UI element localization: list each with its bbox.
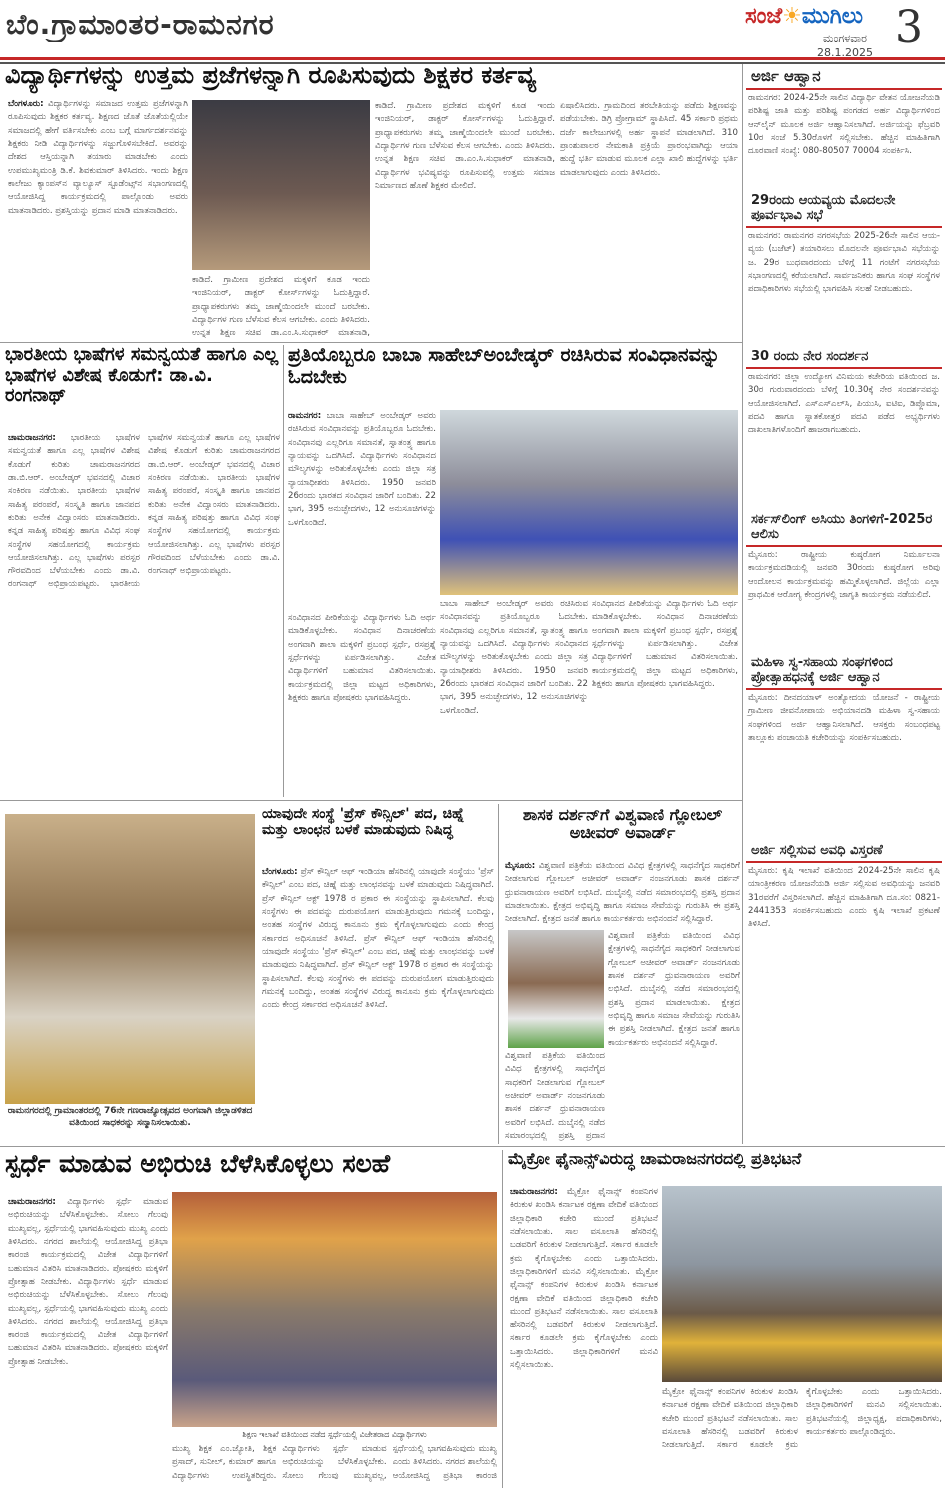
section-title: ಬೆಂ.ಗ್ರಾಮಾಂತರ-ರಾಮನಗರ xyxy=(6,8,275,41)
award-photo xyxy=(5,814,255,1104)
sidebar-heading-3: 30 ರಂದು ನೇರ ಸಂದರ್ಶನ xyxy=(746,346,942,369)
story3-text-col2: ಬಾಬಾ ಸಾಹೇಬ್ ಅಂಬೇಡ್ಕರ್ ಅವರು ರಚಿಸಿರುವ ಸಂವಿಧಾನವನ್ನು ಪ್ರತಿಯೊಬ್ಬರೂ ಓದಬೇಕು. ಸಂವಿಧಾನವು ಎಲ್ಲರಿಗೂ ಸಮಾನತೆ, ಸ್ವಾತಂತ್ರ್ಯ ಹಾಗೂ ನ್ಯಾಯವನ್ನು ಒದಗಿಸಿದೆ. ವಿದ್ಯಾರ್ಥಿಗಳು ಸಂವಿಧಾನದ ಮೌಲ್ಯಗಳನ್ನು ಅರಿತುಕೊಳ್ಳಬೇಕು ಎಂದು ಜಿಲ್ಲಾ ಸತ್ರ ನ್ಯಾಯಾಧೀಶರು ತಿಳಿಸಿದರು. 1950 ಜನವರಿ 26ರಂದು ಭಾರತದ ಸಂವಿಧಾನ ಜಾರಿಗೆ ಬಂದಿತು. 22 ಭಾಗ, 395 ಅನುಚ್ಛೇದಗಳು, 12 ಅನುಸೂಚಿಗಳನ್ನು ಒಳಗೊಂಡಿದೆ. xyxy=(440,599,588,716)
logo: ಸಂಜೆ☀ಮುಗಿಲು xyxy=(745,4,864,29)
award-photo-caption: ರಾಮನಗರದಲ್ಲಿ ಗ್ರಾಮಾಂತರದಲ್ಲಿ 76ನೇ ಗಣರಾಜ್ಯೋತ್ಸವದ ಅಂಗವಾಗಿ ಜಿಲ್ಲಾಡಳಿತದ ವತಿಯಿಂದ ಸಾಧಕರನ್ನು ಸನ್ಮಾನಿಸಲಾಯಿತು. xyxy=(7,1106,253,1128)
story5-text-bottom: ವಿಶ್ವವಾಣಿ ಪತ್ರಿಕೆಯ ವತಿಯಿಂದ ವಿವಿಧ ಕ್ಷೇತ್ರಗಳಲ್ಲಿ ಸಾಧನೆಗೈದ ಸಾಧಕರಿಗೆ ನೀಡಲಾಗುವ ಗ್ಲೋಬಲ್ ಅಚೀವರ್ ಅವಾರ್ಡ್ ನಂಜನಗೂಡು ಶಾಸಕ ದರ್ಶನ್ ಧ್ರುವನಾರಾಯಣ ಅವರಿಗೆ ಲಭಿಸಿದೆ. ದುಬೈನಲ್ಲಿ ನಡೆದ ಸಮಾರಂಭದಲ್ಲಿ ಪ್ರಶಸ್ತಿ ಪ್ರದಾನ xyxy=(505,1051,605,1141)
story4-text: ಬೆಂಗಳೂರು: ಪ್ರೆಸ್ ಕೌನ್ಸಿಲ್ ಆಫ್ ಇಂಡಿಯಾ ಹೆಸರಿನಲ್ಲಿ ಯಾವುದೇ ಸಂಸ್ಥೆಯು 'ಪ್ರೆಸ್ ಕೌನ್ಸಿಲ್' ಎಂಬ ಪದ, ಚಿಹ್ನೆ ಮತ್ತು ಲಾಂಛನವನ್ನು ಬಳಕೆ ಮಾಡುವುದು ನಿಷಿದ್ಧವಾಗಿದೆ. ಪ್ರೆಸ್ ಕೌನ್ಸಿಲ್ ಆಕ್ಟ್ 1978 ರ ಪ್ರಕಾರ ಈ ಸಂಸ್ಥೆಯನ್ನು ಸ್ಥಾಪಿಸಲಾಗಿದೆ. ಕೆಲವು ಸಂಸ್ಥೆಗಳು ಈ ಪದವನ್ನು ದುರುಪಯೋಗ ಮಾಡುತ್ತಿರುವುದು ಗಮನಕ್ಕೆ ಬಂದಿದ್ದು, ಅಂತಹ ಸಂಸ್ಥೆಗಳ ವಿರುದ್ಧ ಕಾನೂನು ಕ್ರಮ ಕೈಗೊಳ್ಳಲಾಗುವುದು ಎಂದು ಕೇಂದ್ರ ಸರ್ಕಾರದ ಅಧಿಸೂಚನೆ ತಿಳಿಸಿದೆ. ಪ್ರೆಸ್ ಕೌನ್ಸಿಲ್ ಆಫ್ ಇಂಡಿಯಾ ಹೆಸರಿನಲ್ಲಿ ಯಾವುದೇ ಸಂಸ್ಥೆಯು 'ಪ್ರೆಸ್ ಕೌನ್ಸಿಲ್' ಎಂಬ ಪದ, ಚಿಹ್ನೆ ಮತ್ತು ಲಾಂಛನವನ್ನು ಬಳಕೆ ಮಾಡುವುದು ನಿಷಿದ್ಧವಾಗಿದೆ. ಪ್ರೆಸ್ ಕೌನ್ಸಿಲ್ ಆಕ್ಟ್ 1978 ರ ಪ್ರಕಾರ ಈ ಸಂಸ್ಥೆಯನ್ನು ಸ್ಥಾಪಿಸಲಾಗಿದೆ. ಕೆಲವು ಸಂಸ್ಥೆಗಳು ಈ ಪದವನ್ನು ದುರುಪಯೋಗ ಮಾಡುತ್ತಿರುವುದು ಗಮನಕ್ಕೆ ಬಂದಿದ್ದು, ಅಂತಹ ಸಂಸ್ಥೆಗಳ ವಿರುದ್ಧ ಕಾನೂನು ಕ್ರಮ ಕೈಗೊಳ್ಳಲಾಗುವುದು ಎಂದು ಕೇಂದ್ರ ಸರ್ಕಾರದ ಅಧಿಸೂಚನೆ ತಿಳಿಸಿದೆ. xyxy=(262,867,494,1011)
story2-headline: ಭಾರತೀಯ ಭಾಷೆಗಳ ಸಮನ್ವಯತೆ ಹಾಗೂ ಎಲ್ಲ ಭಾಷೆಗಳ ವಿಶೇಷ ಕೊಡುಗೆ: ಡಾ.ವಿ. ರಂಗನಾಥ್ xyxy=(5,345,279,407)
story6-photo xyxy=(172,1192,497,1427)
mla-portrait xyxy=(508,930,604,1048)
masthead xyxy=(0,0,945,60)
story6-text-col2: ಮುಖ್ಯ ಶಿಕ್ಷಕ ಎಂ.ಜ್ಯೋತಿ, ಶಿಕ್ಷಕ ಪ್ರಸಾದ್, ಸುನೀಲ್, ಕುಮಾರ್ ಹಾಗೂ ವಿದ್ಯಾರ್ಥಿಗಳು ಉಪಸ್ಥಿತರಿದ್ದರು. ವಿದ್ಯಾರ್ಥಿಗಳು ಸ್ಪರ್ಧೆ ಮಾಡುವ ಅಭಿರುಚಿಯನ್ನು ಬೆಳೆಸಿಕೊಳ್ಳಬೇಕು. ಸೋಲು ಗೆಲುವು ಮುಖ್ಯವಲ್ಲ, ಸ್ಪರ್ಧೆಯಲ್ಲಿ ಭಾಗವಹಿಸುವುದು ಮುಖ್ಯ ಎಂದು ತಿಳಿಸಿದರು. ನಗರದ ಶಾಲೆಯಲ್ಲಿ ಆಯೋಜಿಸಿದ್ದ ಪ್ರತಿಭಾ ಕಾರಂಜಿ xyxy=(172,1444,497,1481)
story6-text-col1: ಚಾಮರಾಜನಗರ: ವಿದ್ಯಾರ್ಥಿಗಳು ಸ್ಪರ್ಧೆ ಮಾಡುವ ಅಭಿರುಚಿಯನ್ನು ಬೆಳೆಸಿಕೊಳ್ಳಬೇಕು. ಸೋಲು ಗೆಲುವು ಮುಖ್ಯವಲ್ಲ, ಸ್ಪರ್ಧೆಯಲ್ಲಿ ಭಾಗವಹಿಸುವುದು ಮುಖ್ಯ ಎಂದು ತಿಳಿಸಿದರು. ನಗರದ ಶಾಲೆಯಲ್ಲಿ ಆಯೋಜಿಸಿದ್ದ ಪ್ರತಿಭಾ ಕಾರಂಜಿ ಕಾರ್ಯಕ್ರಮದಲ್ಲಿ ವಿಜೇತ ವಿದ್ಯಾರ್ಥಿಗಳಿಗೆ ಬಹುಮಾನ ವಿತರಿಸಿ ಮಾತನಾಡಿದರು. ಪೋಷಕರು ಮಕ್ಕಳಿಗೆ ಪ್ರೋತ್ಸಾಹ ನೀಡಬೇಕು. ವಿದ್ಯಾರ್ಥಿಗಳು ಸ್ಪರ್ಧೆ ಮಾಡುವ ಅಭಿರುಚಿಯನ್ನು ಬೆಳೆಸಿಕೊಳ್ಳಬೇಕು. ಸೋಲು ಗೆಲುವು ಮುಖ್ಯವಲ್ಲ, ಸ್ಪರ್ಧೆಯಲ್ಲಿ ಭಾಗವಹಿಸುವುದು ಮುಖ್ಯ ಎಂದು ತಿಳಿಸಿದರು. ನಗರದ ಶಾಲೆಯಲ್ಲಿ ಆಯೋಜಿಸಿದ್ದ ಪ್ರತಿಭಾ ಕಾರಂಜಿ ಕಾರ್ಯಕ್ರಮದಲ್ಲಿ ವಿಜೇತ ವಿದ್ಯಾರ್ಥಿಗಳಿಗೆ ಬಹುಮಾನ ವಿತರಿಸಿ ಮಾತನಾಡಿದರು. ಪೋಷಕರು ಮಕ್ಕಳಿಗೆ ಪ್ರೋತ್ಸಾಹ ನೀಡಬೇಕು. xyxy=(8,1197,168,1367)
lead-text-col3: ಕಾಡಿದೆ. ಗ್ರಾಮೀಣ ಪ್ರದೇಶದ ಮಕ್ಕಳಿಗೆ ಕೂಡ ಇಂದು ಇಂಜಿನಿಯರ್, ಡಾಕ್ಟರ್ ಕೋರ್ಸ್‌ಗಳನ್ನು ಓದುತ್ತಿದ್ದಾರೆ. ಪ್ರಾಧ್ಯಾಪಕರುಗಳು ತಮ್ಮ ಜಾಣ್ಮೆಯಿಂದಲೇ ಮುಂದೆ ಬರಬೇಕು. ವಿದ್ಯಾರ್ಥಿಗಳ ಗುಣ ಬೆಳೆಸುವ ಕೆಲಸ ಆಗಬೇಕು. ಎಂದು ತಿಳಿಸಿದರು. ಉನ್ನತ ಶಿಕ್ಷಣ ಸಚಿವ ಡಾ.ಎಂ.ಸಿ.ಸುಧಾಕರ್ ಮಾತನಾಡಿ, ವಿದ್ಯಾರ್ಥಿಗಳ ಭವಿಷ್ಯವನ್ನು ರೂಪಿಸುವಲ್ಲಿ ಉತ್ತಮ ಸಮಾಜ ನಿರ್ಮಾಣದ ಹೊಣೆ ಶಿಕ್ಷಕರ ಮೇಲಿದೆ. xyxy=(375,101,555,191)
story6-headline: ಸ್ಪರ್ಧೆ ಮಾಡುವ ಅಭಿರುಚಿ ಬೆಳೆಸಿಕೊಳ್ಳಲು ಸಲಹೆ xyxy=(5,1150,391,1178)
protest-photo xyxy=(662,1186,942,1382)
story6-photo-caption: ಶಿಕ್ಷಣ ಇಲಾಖೆ ವತಿಯಿಂದ ನಡೆದ ಸ್ಪರ್ಧೆಯಲ್ಲಿ ವಿಜೇತರಾದ ವಿದ್ಯಾರ್ಥಿಗಳು xyxy=(242,1430,427,1439)
story3-text-col1: ರಾಮನಗರ: ಬಾಬಾ ಸಾಹೇಬ್ ಅಂಬೇಡ್ಕರ್ ಅವರು ರಚಿಸಿರುವ ಸಂವಿಧಾನವನ್ನು ಪ್ರತಿಯೊಬ್ಬರೂ ಓದಬೇಕು. ಸಂವಿಧಾನವು ಎಲ್ಲರಿಗೂ ಸಮಾನತೆ, ಸ್ವಾತಂತ್ರ್ಯ ಹಾಗೂ ನ್ಯಾಯವನ್ನು ಒದಗಿಸಿದೆ. ವಿದ್ಯಾರ್ಥಿಗಳು ಸಂವಿಧಾನದ ಮೌಲ್ಯಗಳನ್ನು ಅರಿತುಕೊಳ್ಳಬೇಕು ಎಂದು ಜಿಲ್ಲಾ ಸತ್ರ ನ್ಯಾಯಾಧೀಶರು ತಿಳಿಸಿದರು. 1950 ಜನವರಿ 26ರಂದು ಭಾರತದ ಸಂವಿಧಾನ ಜಾರಿಗೆ ಬಂದಿತು. 22 ಭಾಗ, 395 ಅನುಚ್ಛೇದಗಳು, 12 ಅನುಸೂಚಿಗಳನ್ನು ಒಳಗೊಂಡಿದೆ. xyxy=(288,411,436,528)
sidebar xyxy=(746,64,942,1144)
sidebar-heading-5: ಮಹಿಳಾ ಸ್ವ-ಸಹಾಯ ಸಂಘಗಳಿಂದ ಪ್ರೋತ್ಸಾಹಧನಕ್ಕೆ ಅರ್ಜಿ ಆಹ್ವಾನ xyxy=(746,652,942,690)
story3-text-col1b: ಸಂವಿಧಾನದ ಪೀಠಿಕೆಯನ್ನು ವಿದ್ಯಾರ್ಥಿಗಳು ಓದಿ ಅರ್ಥ ಮಾಡಿಕೊಳ್ಳಬೇಕು. ಸಂವಿಧಾನ ದಿನಾಚರಣೆಯ ಅಂಗವಾಗಿ ಶಾಲಾ ಮಕ್ಕಳಿಗೆ ಪ್ರಬಂಧ ಸ್ಪರ್ಧೆ, ರಸಪ್ರಶ್ನೆ ಸ್ಪರ್ಧೆಗಳನ್ನು ಏರ್ಪಡಿಸಲಾಗಿತ್ತು. ವಿಜೇತ ವಿದ್ಯಾರ್ಥಿಗಳಿಗೆ ಬಹುಮಾನ ವಿತರಿಸಲಾಯಿತು. ಕಾರ್ಯಕ್ರಮದಲ್ಲಿ ಜಿಲ್ಲಾ ಮಟ್ಟದ ಅಧಿಕಾರಿಗಳು, ಶಿಕ್ಷಕರು ಹಾಗೂ ಪೋಷಕರು ಭಾಗವಹಿಸಿದ್ದರು. xyxy=(288,613,436,703)
sidebar-heading-6: ಅರ್ಜಿ ಸಲ್ಲಿಸುವ ಅವಧಿ ವಿಸ್ತರಣೆ xyxy=(746,840,942,863)
lead-headline: ವಿದ್ಯಾರ್ಥಿಗಳನ್ನು ಉತ್ತಮ ಪ್ರಜೆಗಳನ್ನಾಗಿ ರೂಪಿಸುವುದು ಶಿಕ್ಷಕರ ಕರ್ತವ್ಯ xyxy=(5,62,537,89)
issue-date: ಮಂಗಳವಾರ 28.1.2025 xyxy=(817,32,873,59)
sidebar-text-5: ಮೈಸೂರು: ದೀನದಯಾಳ್ ಅಂತ್ಯೋದಯ ಯೋಜನೆ - ರಾಷ್ಟ್ರೀಯ ಗ್ರಾಮೀಣ ಜೀವನೋಪಾಯ ಅಭಿಯಾನದಡಿ ಮಹಿಳಾ ಸ್ವ-ಸಹಾಯ ಸಂಘಗಳಿಂದ ಅರ್ಜಿ ಆಹ್ವಾನಿಸಲಾಗಿದೆ. ಆಸಕ್ತರು ಸಂಬಂಧಪಟ್ಟ ತಾಲ್ಲೂಕು ಪಂಚಾಯತಿ ಕಚೇರಿಯನ್ನು ಸಂಪರ್ಕಿಸಬಹುದು. xyxy=(748,693,940,743)
sidebar-heading-1: ಅರ್ಜಿ ಆಹ್ವಾನ xyxy=(746,64,942,90)
lead-photo xyxy=(192,100,370,270)
sidebar-heading-2: 29ರಂದು ಆಯವ್ಯಯ ಮೊದಲನೇ ಪೂರ್ವಭಾವಿ ಸಭೆ xyxy=(746,190,942,228)
sidebar-heading-4: ಸರ್ಕಸ್‌ಲಿಂಗ್ ಅಸಿಯು ತಿಂಗಳಿಗೆ-2025ರ ಆಲಿಸು xyxy=(746,509,942,547)
sidebar-text-6: ಮೈಸೂರು: ಕೃಷಿ ಇಲಾಖೆ ವತಿಯಿಂದ 2024-25ನೇ ಸಾಲಿನ ಕೃಷಿ ಯಾಂತ್ರೀಕರಣ ಯೋಜನೆಯಡಿ ಅರ್ಜಿ ಸಲ್ಲಿಸುವ ಅವಧಿಯನ್ನು ಜನವರಿ 31ರವರೆಗೆ ವಿಸ್ತರಿಸಲಾಗಿದೆ. ಹೆಚ್ಚಿನ ಮಾಹಿತಿಗಾಗಿ ದೂ.ಸಂ: 0821-2441353 ಸಂಪರ್ಕಿಸಬಹುದು ಎಂದು ಕೃಷಿ ಇಲಾಖೆ ಪ್ರಕಟಣೆ ತಿಳಿಸಿದೆ. xyxy=(748,866,940,930)
story7-text-col2: ಮೈಕ್ರೋ ಫೈನಾನ್ಸ್ ಕಂಪನಿಗಳ ಕಿರುಕುಳ ಖಂಡಿಸಿ ಕರ್ನಾಟಕ ರಕ್ಷಣಾ ವೇದಿಕೆ ವತಿಯಿಂದ ಜಿಲ್ಲಾಧಿಕಾರಿ ಕಚೇರಿ ಮುಂದೆ ಪ್ರತಿಭಟನೆ ನಡೆಸಲಾಯಿತು. ಸಾಲ ವಸೂಲಾತಿ ಹೆಸರಿನಲ್ಲಿ ಬಡವರಿಗೆ ಕಿರುಕುಳ ನೀಡಲಾಗುತ್ತಿದೆ. ಸರ್ಕಾರ ಕೂಡಲೇ ಕ್ರಮ ಕೈಗೊಳ್ಳಬೇಕು ಎಂದು ಒತ್ತಾಯಿಸಿದರು. ಜಿಲ್ಲಾಧಿಕಾರಿಗಳಿಗೆ ಮನವಿ ಸಲ್ಲಿಸಲಾಯಿತು. ಪ್ರತಿಭಟನೆಯಲ್ಲಿ ಜಿಲ್ಲಾಧ್ಯಕ್ಷ, ಪದಾಧಿಕಾರಿಗಳು, ಕಾರ್ಯಕರ್ತರು ಪಾಲ್ಗೊಂಡಿದ್ದರು. xyxy=(662,1387,942,1451)
story5-headline: ಶಾಸಕ ದರ್ಶನ್‌ಗೆ ವಿಶ್ವವಾಣಿ ಗ್ಲೋಬಲ್ ಅಚೀವರ್ ಅವಾರ್ಡ್ xyxy=(522,806,723,843)
lead-text-col1: ಬೆಂಗಳೂರು: ವಿದ್ಯಾರ್ಥಿಗಳನ್ನು ಸಮಾಜದ ಉತ್ತಮ ಪ್ರಜೆಗಳನ್ನಾಗಿ ರೂಪಿಸುವುದು ಶಿಕ್ಷಕರ ಕರ್ತವ್ಯ. ಶಿಕ್ಷಣದ ಜೊತೆ ಜೊತೆಯಲ್ಲಿಯೇ ಸಮಾಜದಲ್ಲಿ ಹೇಗೆ ವರ್ತಿಸಬೇಕು ಎಂಬ ಬಗ್ಗೆ ಮಾರ್ಗದರ್ಶನವನ್ನು ಶಿಕ್ಷಕರು ನೀಡಿ ವಿದ್ಯಾರ್ಥಿಗಳನ್ನು ಸಜ್ಜುಗೊಳಿಸಬೇಕಿದೆ. ಅವರನ್ನು ದೇಶದ ಆಸ್ತಿಯನ್ನಾಗಿ ತಯಾರು ಮಾಡಬೇಕು ಎಂದು ಉಪಮುಖ್ಯಮಂತ್ರಿ ಡಿ.ಕೆ. ಶಿವಕುಮಾರ್ ತಿಳಿಸಿದರು. ಇಂದು ಶಿಕ್ಷಣ ಕಾಲೇಜು ಕ್ಯಾಂಪಸ್‌ನ ವ್ಯಾಲ್ಯೂಸ್ ಸ್ಟೂಡೆಂಟ್ಸ್‌ನ ಸಭಾಂಗಣದಲ್ಲಿ ಆಯೋಜಿಸಿದ್ದ ಕಾರ್ಯಕ್ರಮದಲ್ಲಿ ಪಾಲ್ಗೊಂಡು ಅವರು ಮಾತನಾಡಿದರು. ಪ್ರಶಸ್ತಿಯನ್ನು ಪ್ರದಾನ ಮಾಡಿ ಮಾತನಾಡಿದರು. xyxy=(8,99,188,216)
lead-text-col4: ಏಷಾಲಿಸಿದರು. ಗ್ರಾಮದಿಂದ ತರಬೇತಿಯನ್ನು ಪಡೆದು ಶಿಕ್ಷಣವನ್ನು ಪಡೆಯಬೇಕು. ಡಿಗ್ರಿ ಪ್ರೋಗ್ರಾಮ್ ಸ್ಥಾಪಿಸಿದೆ. 45 ಸರ್ಕಾರಿ ಪ್ರಥಮ ದರ್ಜೆ ಕಾಲೇಜುಗಳಲ್ಲಿ ಅರ್ಹ ಸ್ಥಾಪನೆ ಮಾಡಲಾಗಿದೆ. 310 ಪ್ರಾಂಶುಪಾಲರ ನೇಮಕಾತಿ ಪ್ರಕ್ರಿಯೆ ಪ್ರಾರಂಭವಾಗಿದ್ದು ಆಯಾ ಹುದ್ದೆ ಭರ್ತಿ ಮಾಡುವ ಮೂಲಕ ಎಲ್ಲಾ ಖಾಲಿ ಹುದ್ದೆಗಳನ್ನು ಭರ್ತಿ ಮಾಡಲಾಗುವುದು ಎಂದು ತಿಳಿಸಿದರು. xyxy=(560,101,738,178)
story5-text-top: ಮೈಸೂರು: ವಿಶ್ವವಾಣಿ ಪತ್ರಿಕೆಯ ವತಿಯಿಂದ ವಿವಿಧ ಕ್ಷೇತ್ರಗಳಲ್ಲಿ ಸಾಧನೆಗೈದ ಸಾಧಕರಿಗೆ ನೀಡಲಾಗುವ ಗ್ಲೋಬಲ್ ಅಚೀವರ್ ಅವಾರ್ಡ್ ನಂಜನಗೂಡು ಶಾಸಕ ದರ್ಶನ್ ಧ್ರುವನಾರಾಯಣ ಅವರಿಗೆ ಲಭಿಸಿದೆ. ದುಬೈನಲ್ಲಿ ನಡೆದ ಸಮಾರಂಭದಲ್ಲಿ ಪ್ರಶಸ್ತಿ ಪ್ರದಾನ ಮಾಡಲಾಯಿತು. ಕ್ಷೇತ್ರದ ಅಭಿವೃದ್ಧಿ ಹಾಗೂ ಸಮಾಜ ಸೇವೆಯನ್ನು ಗುರುತಿಸಿ ಈ ಪ್ರಶಸ್ತಿ ನೀಡಲಾಗಿದೆ. ಕ್ಷೇತ್ರದ ಜನತೆ ಹಾಗೂ ಕಾರ್ಯಕರ್ತರು ಅಭಿನಂದನೆ ಸಲ್ಲಿಸಿದ್ದಾರೆ. xyxy=(505,861,740,925)
story2-text: ಚಾಮರಾಜನಗರ: ಭಾರತೀಯ ಭಾಷೆಗಳ ಸಮನ್ವಯತೆ ಹಾಗೂ ಎಲ್ಲ ಭಾಷೆಗಳ ವಿಶೇಷ ಕೊಡುಗೆ ಕುರಿತು ಚಾಮರಾಜನಗರದ ಡಾ.ಬಿ.ಆರ್. ಅಂಬೇಡ್ಕರ್ ಭವನದಲ್ಲಿ ವಿಚಾರ ಸಂಕಿರಣ ನಡೆಯಿತು. ಭಾರತೀಯ ಭಾಷೆಗಳ ಸಾಹಿತ್ಯ ಪರಂಪರೆ, ಸಂಸ್ಕೃತಿ ಹಾಗೂ ಜಾನಪದ ಕುರಿತು ಅನೇಕ ವಿದ್ವಾಂಸರು ಮಾತನಾಡಿದರು. ಕನ್ನಡ ಸಾಹಿತ್ಯ ಪರಿಷತ್ತು ಹಾಗೂ ವಿವಿಧ ಸಂಘ ಸಂಸ್ಥೆಗಳ ಸಹಯೋಗದಲ್ಲಿ ಕಾರ್ಯಕ್ರಮ ಆಯೋಜಿಸಲಾಗಿತ್ತು. ಎಲ್ಲ ಭಾಷೆಗಳು ಪರಸ್ಪರ ಗೌರವದಿಂದ ಬೆಳೆಯಬೇಕು ಎಂದು ಡಾ.ವಿ. ರಂಗನಾಥ್ ಅಭಿಪ್ರಾಯಪಟ್ಟರು. ಭಾರತೀಯ ಭಾಷೆಗಳ ಸಮನ್ವಯತೆ ಹಾಗೂ ಎಲ್ಲ ಭಾಷೆಗಳ ವಿಶೇಷ ಕೊಡುಗೆ ಕುರಿತು ಚಾಮರಾಜನಗರದ ಡಾ.ಬಿ.ಆರ್. ಅಂಬೇಡ್ಕರ್ ಭವನದಲ್ಲಿ ವಿಚಾರ ಸಂಕಿರಣ ನಡೆಯಿತು. ಭಾರತೀಯ ಭಾಷೆಗಳ ಸಾಹಿತ್ಯ ಪರಂಪರೆ, ಸಂಸ್ಕೃತಿ ಹಾಗೂ ಜಾನಪದ ಕುರಿತು ಅನೇಕ ವಿದ್ವಾಂಸರು ಮಾತನಾಡಿದರು. ಕನ್ನಡ ಸಾಹಿತ್ಯ ಪರಿಷತ್ತು ಹಾಗೂ ವಿವಿಧ ಸಂಘ ಸಂಸ್ಥೆಗಳ ಸಹಯೋಗದಲ್ಲಿ ಕಾರ್ಯಕ್ರಮ ಆಯೋಜಿಸಲಾಗಿತ್ತು. ಎಲ್ಲ ಭಾಷೆಗಳು ಪರಸ್ಪರ ಗೌರವದಿಂದ ಬೆಳೆಯಬೇಕು ಎಂದು ಡಾ.ವಿ. ರಂಗನಾಥ್ ಅಭಿಪ್ರಾಯಪಟ್ಟರು. xyxy=(8,433,280,590)
story3-text-col3: ಸಂವಿಧಾನದ ಪೀಠಿಕೆಯನ್ನು ವಿದ್ಯಾರ್ಥಿಗಳು ಓದಿ ಅರ್ಥ ಮಾಡಿಕೊಳ್ಳಬೇಕು. ಸಂವಿಧಾನ ದಿನಾಚರಣೆಯ ಅಂಗವಾಗಿ ಶಾಲಾ ಮಕ್ಕಳಿಗೆ ಪ್ರಬಂಧ ಸ್ಪರ್ಧೆ, ರಸಪ್ರಶ್ನೆ ಸ್ಪರ್ಧೆಗಳನ್ನು ಏರ್ಪಡಿಸಲಾಗಿತ್ತು. ವಿಜೇತ ವಿದ್ಯಾರ್ಥಿಗಳಿಗೆ ಬಹುಮಾನ ವಿತರಿಸಲಾಯಿತು. ಕಾರ್ಯಕ್ರಮದಲ್ಲಿ ಜಿಲ್ಲಾ ಮಟ್ಟದ ಅಧಿಕಾರಿಗಳು, ಶಿಕ್ಷಕರು ಹಾಗೂ ಪೋಷಕರು ಭಾಗವಹಿಸಿದ್ದರು. xyxy=(592,599,738,689)
sidebar-text-1: ರಾಮನಗರ: 2024-25ನೇ ಸಾಲಿನ ವಿದ್ಯಾರ್ಥಿ ವೇತನ ಯೋಜನೆಯಡಿ ಪರಿಶಿಷ್ಟ ಜಾತಿ ಮತ್ತು ಪರಿಶಿಷ್ಟ ಪಂಗಡದ ಅರ್ಹ ವಿದ್ಯಾರ್ಥಿಗಳಿಂದ ಆನ್‌ಲೈನ್ ಮೂಲಕ ಅರ್ಜಿ ಆಹ್ವಾನಿಸಲಾಗಿದೆ. ಅರ್ಜಿಯನ್ನು ಫೆಬ್ರವರಿ 10ರ ಸಂಜೆ 5.30ರೊಳಗೆ ಸಲ್ಲಿಸಬೇಕು. ಹೆಚ್ಚಿನ ಮಾಹಿತಿಗಾಗಿ ದೂರವಾಣಿ ಸಂಖ್ಯೆ: 080-80507 70004 ಸಂಪರ್ಕಿಸಿ. xyxy=(748,93,940,157)
story7-headline: ಮೈಕ್ರೋ ಫೈನಾನ್ಸ್‌ವಿರುದ್ಧ ಚಾಮರಾಜನಗರದಲ್ಲಿ ಪ್ರತಿಭಟನೆ xyxy=(508,1150,802,1168)
sidebar-text-3: ರಾಮನಗರ: ಜಿಲ್ಲಾ ಉದ್ಯೋಗ ವಿನಿಮಯ ಕಚೇರಿಯ ವತಿಯಿಂದ ಜ. 30ರ ಗುರುವಾರದಂದು ಬೆಳಿಗ್ಗೆ 10.30ಕ್ಕೆ ನೇರ ಸಂದರ್ಶನವನ್ನು ಆಯೋಜಿಸಲಾಗಿದೆ. ಎಸ್ಎಸ್ಎಲ್‌ಸಿ, ಪಿಯುಸಿ, ಐಟಿಐ, ಡಿಪ್ಲೊಮಾ, ಪದವಿ ಹಾಗೂ ಸ್ನಾತಕೋತ್ತರ ಪದವಿ ಪಡೆದ ಅಭ್ಯರ್ಥಿಗಳು ದಾಖಲಾತಿಗಳೊಂದಿಗೆ ಹಾಜರಾಗಬಹುದು. xyxy=(748,372,940,436)
sidebar-text-2: ರಾಮನಗರ: ರಾಮನಗರ ನಗರಸಭೆಯ 2025-26ನೇ ಸಾಲಿನ ಆಯ-ವ್ಯಯ (ಬಜೆಟ್) ತಯಾರಿಸಲು ಮೊದಲನೇ ಪೂರ್ವಭಾವಿ ಸಭೆಯನ್ನು ಜ. 29ರ ಬುಧವಾರದಂದು ಬೆಳಿಗ್ಗೆ 11 ಗಂಟೆಗೆ ನಗರಸಭೆಯ ಸಭಾಂಗಣದಲ್ಲಿ ಕರೆಯಲಾಗಿದೆ. ಸಾರ್ವಜನಿಕರು ಹಾಗೂ ಸಂಘ ಸಂಸ್ಥೆಗಳ ಪದಾಧಿಕಾರಿಗಳು ಸಭೆಯಲ್ಲಿ ಭಾಗವಹಿಸಿ ಸಲಹೆ ನೀಡಬಹುದು. xyxy=(748,231,940,295)
sidebar-text-4: ಮೈಸೂರು: ರಾಷ್ಟ್ರೀಯ ಕುಷ್ಠರೋಗ ನಿರ್ಮೂಲನಾ ಕಾರ್ಯಕ್ರಮದಡಿಯಲ್ಲಿ ಜನವರಿ 30ರಂದು ಕುಷ್ಠರೋಗ ಅರಿವು ಆಂದೋಲನ ಕಾರ್ಯಕ್ರಮವನ್ನು ಹಮ್ಮಿಕೊಳ್ಳಲಾಗಿದೆ. ಜಿಲ್ಲೆಯ ಎಲ್ಲಾ ಪ್ರಾಥಮಿಕ ಆರೋಗ್ಯ ಕೇಂದ್ರಗಳಲ್ಲಿ ಜಾಗೃತಿ ಕಾರ್ಯಕ್ರಮ ನಡೆಯಲಿದೆ. xyxy=(748,550,940,600)
story7-text-col1: ಚಾಮರಾಜನಗರ: ಮೈಕ್ರೋ ಫೈನಾನ್ಸ್ ಕಂಪನಿಗಳ ಕಿರುಕುಳ ಖಂಡಿಸಿ ಕರ್ನಾಟಕ ರಕ್ಷಣಾ ವೇದಿಕೆ ವತಿಯಿಂದ ಜಿಲ್ಲಾಧಿಕಾರಿ ಕಚೇರಿ ಮುಂದೆ ಪ್ರತಿಭಟನೆ ನಡೆಸಲಾಯಿತು. ಸಾಲ ವಸೂಲಾತಿ ಹೆಸರಿನಲ್ಲಿ ಬಡವರಿಗೆ ಕಿರುಕುಳ ನೀಡಲಾಗುತ್ತಿದೆ. ಸರ್ಕಾರ ಕೂಡಲೇ ಕ್ರಮ ಕೈಗೊಳ್ಳಬೇಕು ಎಂದು ಒತ್ತಾಯಿಸಿದರು. ಜಿಲ್ಲಾಧಿಕಾರಿಗಳಿಗೆ ಮನವಿ ಸಲ್ಲಿಸಲಾಯಿತು. ಮೈಕ್ರೋ ಫೈನಾನ್ಸ್ ಕಂಪನಿಗಳ ಕಿರುಕುಳ ಖಂಡಿಸಿ ಕರ್ನಾಟಕ ರಕ್ಷಣಾ ವೇದಿಕೆ ವತಿಯಿಂದ ಜಿಲ್ಲಾಧಿಕಾರಿ ಕಚೇರಿ ಮುಂದೆ ಪ್ರತಿಭಟನೆ ನಡೆಸಲಾಯಿತು. ಸಾಲ ವಸೂಲಾತಿ ಹೆಸರಿನಲ್ಲಿ ಬಡವರಿಗೆ ಕಿರುಕುಳ ನೀಡಲಾಗುತ್ತಿದೆ. ಸರ್ಕಾರ ಕೂಡಲೇ ಕ್ರಮ ಕೈಗೊಳ್ಳಬೇಕು ಎಂದು ಒತ್ತಾಯಿಸಿದರು. ಜಿಲ್ಲಾಧಿಕಾರಿಗಳಿಗೆ ಮನವಿ ಸಲ್ಲಿಸಲಾಯಿತು. xyxy=(510,1187,658,1371)
story3-photo xyxy=(440,410,738,595)
page-number: 3 xyxy=(895,2,923,53)
story5-text-right: ವಿಶ್ವವಾಣಿ ಪತ್ರಿಕೆಯ ವತಿಯಿಂದ ವಿವಿಧ ಕ್ಷೇತ್ರಗಳಲ್ಲಿ ಸಾಧನೆಗೈದ ಸಾಧಕರಿಗೆ ನೀಡಲಾಗುವ ಗ್ಲೋಬಲ್ ಅಚೀವರ್ ಅವಾರ್ಡ್ ನಂಜನಗೂಡು ಶಾಸಕ ದರ್ಶನ್ ಧ್ರುವನಾರಾಯಣ ಅವರಿಗೆ ಲಭಿಸಿದೆ. ದುಬೈನಲ್ಲಿ ನಡೆದ ಸಮಾರಂಭದಲ್ಲಿ ಪ್ರಶಸ್ತಿ ಪ್ರದಾನ ಮಾಡಲಾಯಿತು. ಕ್ಷೇತ್ರದ ಅಭಿವೃದ್ಧಿ ಹಾಗೂ ಸಮಾಜ ಸೇವೆಯನ್ನು ಗುರುತಿಸಿ ಈ ಪ್ರಶಸ್ತಿ ನೀಡಲಾಗಿದೆ. ಕ್ಷೇತ್ರದ ಜನತೆ ಹಾಗೂ ಕಾರ್ಯಕರ್ತರು ಅಭಿನಂದನೆ ಸಲ್ಲಿಸಿದ್ದಾರೆ. xyxy=(608,931,740,1048)
lead-text-col2: ಕಾಡಿದೆ. ಗ್ರಾಮೀಣ ಪ್ರದೇಶದ ಮಕ್ಕಳಿಗೆ ಕೂಡ ಇಂದು ಇಂಜಿನಿಯರ್, ಡಾಕ್ಟರ್ ಕೋರ್ಸ್‌ಗಳನ್ನು ಓದುತ್ತಿದ್ದಾರೆ. ಪ್ರಾಧ್ಯಾಪಕರುಗಳು ತಮ್ಮ ಜಾಣ್ಮೆಯಿಂದಲೇ ಮುಂದೆ ಬರಬೇಕು. ವಿದ್ಯಾರ್ಥಿಗಳ ಗುಣ ಬೆಳೆಸುವ ಕೆಲಸ ಆಗಬೇಕು. ಎಂದು ತಿಳಿಸಿದರು. ಉನ್ನತ ಶಿಕ್ಷಣ ಸಚಿವ ಡಾ.ಎಂ.ಸಿ.ಸುಧಾಕರ್ ಮಾತನಾಡಿ, xyxy=(192,275,370,339)
story3-headline: ಪ್ರತಿಯೊಬ್ಬರೂ ಬಾಬಾ ಸಾಹೇಬ್‌ಅಂಬೇಡ್ಕರ್ ರಚಿಸಿರುವ ಸಂವಿಧಾನವನ್ನು ಓದಬೇಕು xyxy=(288,345,720,388)
story4-headline: ಯಾವುದೇ ಸಂಸ್ಥೆ 'ಪ್ರೆಸ್ ಕೌನ್ಸಿಲ್' ಪದ, ಚಿಹ್ನೆ ಮತ್ತು ಲಾಂಛನ ಬಳಕೆ ಮಾಡುವುದು ನಿಷಿದ್ಧ xyxy=(262,806,465,839)
